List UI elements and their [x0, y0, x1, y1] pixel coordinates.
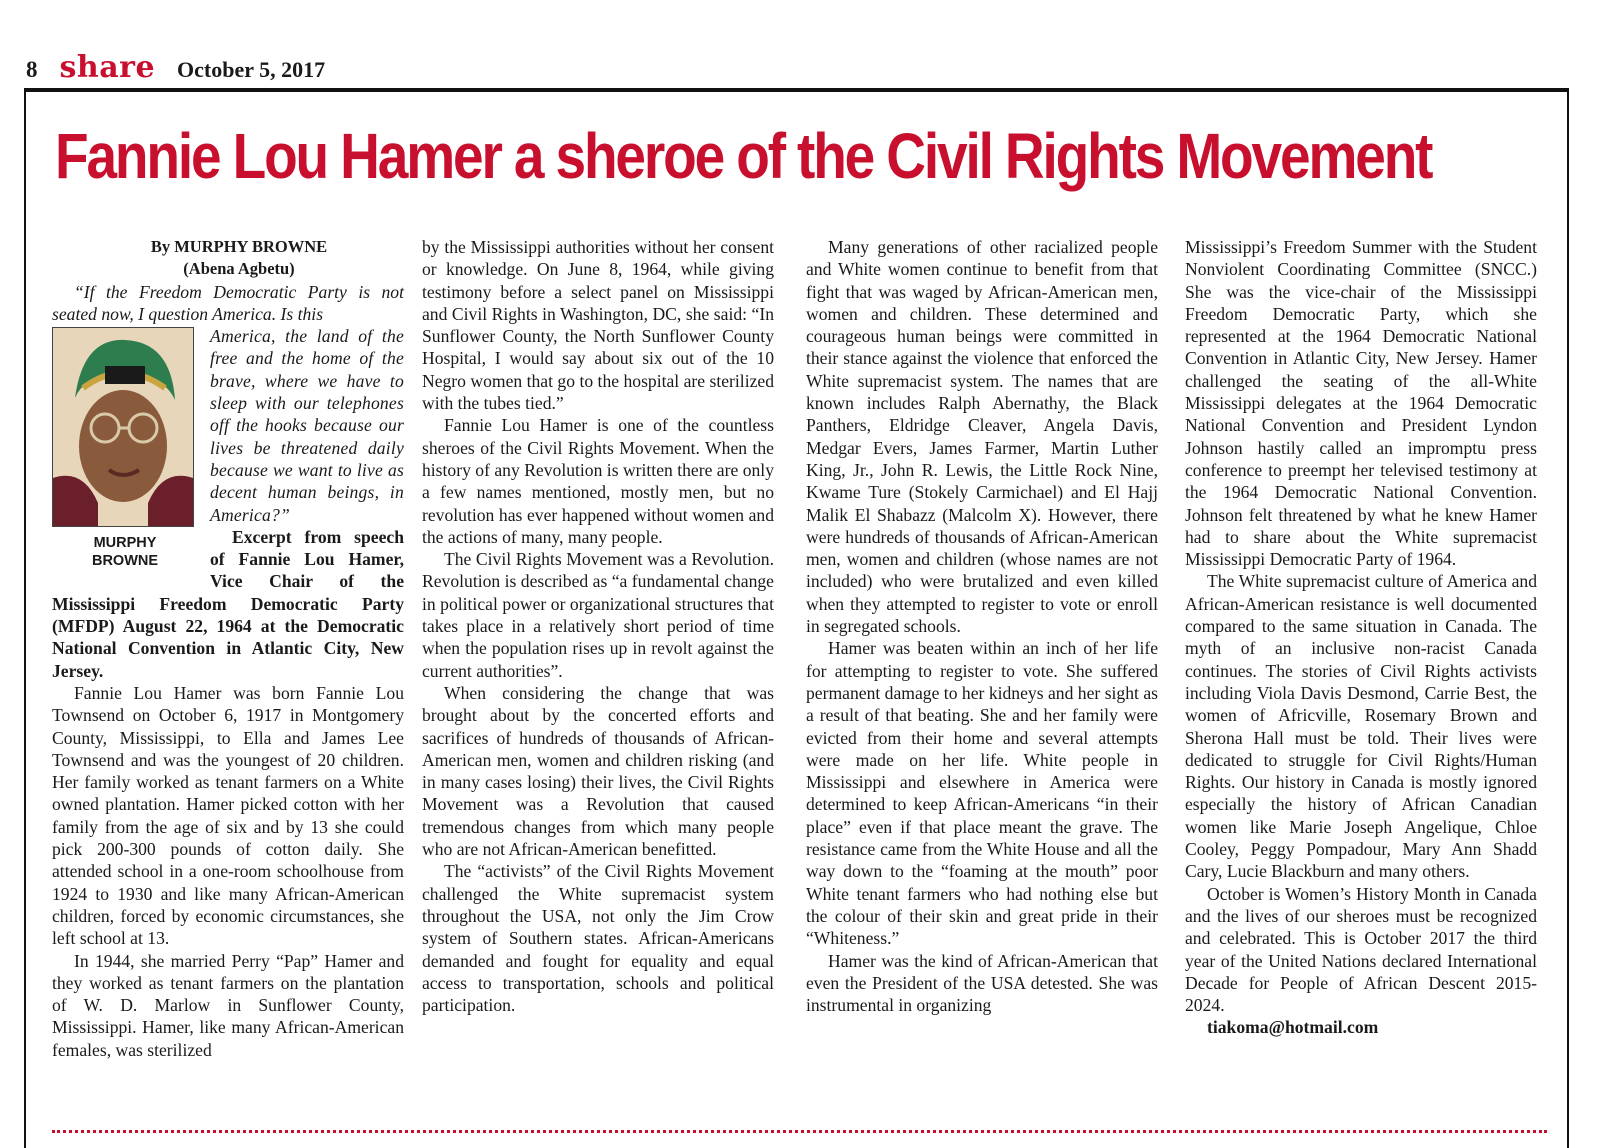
photo-caption-line-1: MURPHY — [93, 535, 157, 552]
body-paragraph: The White supremacist culture of America and African-American resistance is well documented compared to the same situation in Canada. The myth of an inclusive non-racist Canada continues. The stories of Civil Rights activists including Viola Davis Desmond, Carrie Best, the women of Africville, Rosemary Brown and Sherona Hall must be told. Their lives were dedicated to struggle for Civil Rights/Human Rights. Our history in Canada is mostly ignored especially the history of African Canadian women like Marie Joseph Angelique, Chloe Cooley, Peggy Pompadour, Mary Ann Shadd Cary, Lucie Blackburn and many others. — [1185, 571, 1537, 882]
column-2 — [422, 236, 774, 1016]
byline-alias: (Abena Agbetu) — [183, 259, 295, 279]
author-portrait-image — [53, 328, 193, 526]
headline: Fannie Lou Hamer a sheroe of the Civil Rights Movement — [55, 120, 1432, 192]
body-paragraph: Fannie Lou Hamer is one of the countless sheroes of the Civil Rights Movement. When the history of any Revolution is written there are only a few names mentioned, mostly men, but no revolution has ever happened without women and the actions of many, many people. — [422, 415, 774, 547]
masthead — [26, 50, 325, 86]
body-paragraph: The Civil Rights Movement was a Revolution. Revolution is described as “a fundamental change in political power or organizational structures that takes place in a relatively short period of time when the population rises up in revolt against the current authorities”. — [422, 549, 774, 681]
author-email: tiakoma@hotmail.com — [1207, 1017, 1379, 1038]
author-photo-block — [52, 327, 198, 570]
column-1 — [52, 236, 404, 1061]
issue-date: October 5, 2017 — [177, 57, 326, 82]
body-paragraph: Hamer was the kind of African-American that even the President of the USA detested. She was instrumental in organizing — [806, 950, 1158, 1016]
body-paragraph: Mississippi’s Freedom Summer with the Student Nonviolent Coordinating Committee (SNCC.) She was the vice-chair of the Mississippi Freedom Democratic Party, which she represented at the 1964 Democratic National Convention in Atlantic City, New Jersey. Hamer challenged the seating of the all-White Mississippi delegates at the 1964 Democratic National Convention and President Lyndon Johnson hastily called an impromptu press conference to preempt her televised testimony at the 1964 Democratic National Convention. Johnson felt threatened by what he knew Hamer had to share about the White supremacist Mississippi Democratic Party of 1964. — [1185, 237, 1537, 570]
byline-author: By MURPHY BROWNE — [150, 237, 328, 256]
body-paragraph: Many generations of other racialized people and White women continue to benefit from that fight that was waged by African-American men, women and children. These determined and courageous human beings were committed in their stance against the violence that enforced the White supremacist system. The names that are known includes Ralph Abernathy, the Black Panthers, Eldridge Cleaver, Angela Davis, Medgar Evers, James Farmer, Martin Luther King, Jr., John R. Lewis, the Little Rock Nine, Kwame Ture (Stokely Carmichael) and El Hajj Malik El Shabazz (Malcolm X). However, there were hundreds of thousands of African-American men, women and children (whose names are not included) who were brutalized and even killed when they attempted to register to vote or enroll in segregated schools. — [806, 237, 1158, 637]
body-paragraph: The “activists” of the Civil Rights Movement challenged the White supremacist system throughout the USA, not only the Jim Crow system of Southern states. African-Americans demanded and fought for equality and equal access to transportation, schools and political participation. — [422, 861, 774, 1016]
column-4 — [1185, 236, 1537, 1039]
body-paragraph: by the Mississippi authorities without her consent or knowledge. On June 8, 1964, while giving testimony before a select panel on Mississippi and Civil Rights in Washington, DC, she said: “In Sunflower County, the North Sunflower County Hospital, I would say about six out of the 10 Negro women that go to the hospital are sterilized with the tubes tied.” — [422, 237, 774, 414]
speech-excerpt-credit: Excerpt from speech of Fannie Lou Hamer, Vice Chair of the Mississippi Freedom Democratic Party (MFDP) August 22, 1964 at the Democratic National Convention in Atlantic City, New Jersey. — [52, 526, 404, 681]
publication-logo: share — [59, 50, 156, 85]
body-paragraph: October is Women’s History Month in Canada and the lives of our sheroes must be recognized and celebrated. This is October 2017 the third year of the United Nations declared International Decade for People of African Descent 2015-2024. — [1185, 883, 1537, 1016]
author-photo — [52, 327, 194, 527]
body-paragraph: Hamer was beaten within an inch of her life for attempting to register to vote. She suffered permanent damage to her kidneys and her sight as a result of that beating. She and her family were evicted from their home and several attempts were made on her life. White people in Mississippi and elsewhere in America were determined to keep African-Americans “in their place” even if that place meant the grave. The resistance came from the White House and all the way down to the “foaming at the mouth” poor White tenant farmers who had nothing else but the colour of their skin and great pride in their “Whiteness.” — [806, 638, 1158, 949]
photo-caption-line-2: BROWNE — [91, 553, 159, 570]
quote-lead: “If the Freedom Democratic Party is not seated now, I question America. Is this — [52, 281, 404, 324]
quote-rest: America, the land of the free and the home of the brave, where we have to sleep with our telephones off the hooks because our lives be threatened daily because we want to live as decent human beings, in America?” — [210, 326, 404, 525]
photo-caption — [52, 534, 198, 570]
page-number: 8 — [26, 57, 38, 82]
column-3 — [806, 236, 1158, 1016]
body-paragraph: In 1944, she married Perry “Pap” Hamer and they worked as tenant farmers on the plantation of W. D. Marlow in Sunflower County, Mississippi. Hamer, like many African-American females, was sterilized — [52, 950, 404, 1060]
body-paragraph: When considering the change that was brought about by the concerted efforts and sacrifices of hundreds of thousands of African-American men, women and children risking (and in many cases losing) their lives, the Civil Rights Movement was a Revolution that caused tremendous changes from which many people who are not African-American benefitted. — [422, 682, 774, 860]
dotted-divider — [52, 1130, 1547, 1133]
body-paragraph: Fannie Lou Hamer was born Fannie Lou Townsend on October 6, 1917 in Montgomery County, Mississippi, to Ella and James Lee Townsend and was the youngest of 20 children. Her family worked as tenant farmers on a White owned plantation. Hamer picked cotton with her family from the age of six and by 13 she could pick 200-300 pounds of cotton daily. She attended school in a one-room schoolhouse from 1924 to 1930 and like many African-American children, forced by economic circumstances, she left school at 13. — [52, 682, 404, 949]
